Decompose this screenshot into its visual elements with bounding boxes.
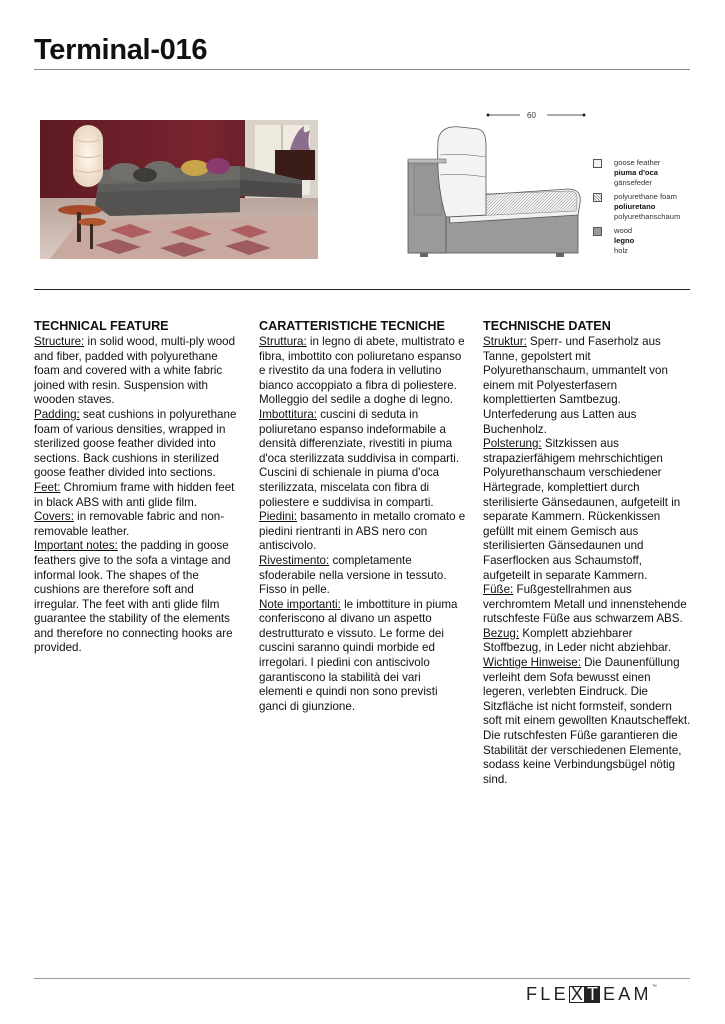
dimension-label: 60 — [527, 111, 536, 120]
legend-label-it: legno — [614, 236, 635, 245]
logo-tm: ™ — [651, 984, 657, 990]
footer-divider — [34, 978, 690, 979]
feet-text: basamento in metallo cromato e piedini rientranti in ABS nero con antiscivolo. — [259, 510, 466, 553]
covers-key: Bezug: — [483, 626, 520, 640]
legend-label-it: piuma d'oca — [614, 168, 659, 177]
structure-text: in legno di abete, multistrato e fibra, imbottito con poliuretano espanso e rivestito da una fodera in vellutino bianco accoppiato a fibra di poliestere. Molleggio del sedile a doghe di legno. — [259, 335, 465, 407]
legend-label-de: polyurethanschaum — [614, 212, 681, 221]
legend-label-de: holz — [614, 246, 628, 255]
page-title: Terminal-016 — [34, 34, 208, 66]
padding-text: Sitzkissen aus strapazierfähigem mehrschichtigen Polyurethanschaum verschiedener Härtegrade, komplettiert durch sterilisierte Gänsedaunen, aufgeteilt in separate Kammern. Rückenkissen gefüllt mit einem Gemisch aus sterilisierten Gänsedaunen und Faserflocken aus Schaumstoff, aufgeteilt in separate Kammern. — [483, 437, 681, 582]
feet-key: Füße: — [483, 583, 514, 597]
polyurethane-foam-swatch — [593, 193, 602, 202]
covers-text: completamente sfoderabile nella versione in tessuto. Fisso in pelle. — [259, 553, 447, 597]
legend-label-en: goose feather — [614, 158, 661, 167]
cross-section-diagram — [400, 105, 590, 265]
structure-text: Sperr- und Faserholz aus Tanne, gepolstert mit Polyurethanschaum, ummantelt von einem mit Polyesterfasern komplettierten Samtbezug. Unterfederung aus Latten aus Buchenholz. — [483, 335, 668, 436]
feet-text: Fußgestellrahmen aus verchromtem Metall und innenstehende rutschfeste Füße aus schwarzem ABS. — [483, 583, 687, 626]
feet-text: Chromium frame with hidden feet in black ABS with anti glide film. — [34, 480, 235, 509]
column-english — [34, 319, 242, 656]
covers-text: in removable fabric and non-removable leather. — [34, 510, 225, 538]
logo-part1: FLE — [526, 984, 569, 1004]
legend-item-goose-feather — [593, 158, 693, 190]
notes-text: le imbottiture in piuma conferiscono al divano un aspetto destrutturato e vissuto. Le forme dei cuscini saranno quindi morbide ed irregolari. I piedini con antiscivolo garantiscono la stabilità dei vari elementi e quindi non sono previsti ganci di giunzione. — [259, 597, 458, 713]
wood-swatch — [593, 227, 602, 236]
column-heading: TECHNICAL FEATURE — [34, 319, 169, 333]
legend-label-en: polyurethane foam — [614, 192, 677, 201]
section-divider — [34, 289, 690, 290]
product-photo — [40, 120, 318, 259]
goose-feather-swatch — [593, 159, 602, 168]
legend-label-en: wood — [614, 226, 633, 235]
logo-t: T — [586, 984, 598, 1004]
logo-x: X — [570, 984, 583, 1004]
padding-text: seat cushions in polyurethane foam of various densities, wrapped in sterilized goose feather divided into sections. Back cushions in sterilized goose feather divided into sections. — [34, 407, 237, 480]
padding-key: Polsterung: — [483, 437, 542, 451]
feet-key: Piedini: — [259, 510, 298, 524]
column-german — [483, 319, 691, 787]
legend-label-de: gänsefeder — [614, 178, 652, 187]
top-divider — [34, 69, 690, 70]
notes-text: Die Daunenfüllung verleiht dem Sofa bewusst einen legeren, verlebten Eindruck. Die Sitzfläche ist nicht formsteif, sondern soft mit einem gewollten Knautscheffekt. Die rutschfesten Füße garantieren die Stabilität der verschiedenen Elemente, sodass keine Verbindungsbügel nötig sind. — [483, 656, 691, 786]
covers-key: Rivestimento: — [259, 553, 330, 567]
legend-label-it: poliuretano — [614, 202, 656, 211]
padding-text: cuscini di seduta in poliuretano espanso indeformabile a densità differenziate, rivestiti in piuma d'oca sterilizzata suddivisa in comparti. Cuscini di schienale in piuma d'oca sterilizzata, miscelata con fibra di poliestere e suddivisa in comparti. — [259, 407, 460, 509]
notes-text: the padding in goose feathers give to the sofa a vintage and informal look. The shapes of the cushions are therefore soft and irregular. The feet with anti glide film guarantee the stability of the elements and therefore no connecting hooks are provided. — [34, 539, 233, 655]
padding-key: Imbottitura: — [259, 407, 317, 421]
flexteam-logo — [526, 984, 692, 1004]
feet-key: Feet: — [34, 480, 61, 494]
structure-text: in solid wood, multi-ply wood and fiber, padded with polyurethane foam and covered with a white fabric joined with resin. Suspension with wooden staves. — [34, 335, 236, 407]
structure-key: Struktur: — [483, 335, 527, 348]
legend-item-polyurethane-foam — [593, 192, 693, 224]
padding-key: Padding: — [34, 407, 80, 421]
notes-key: Wichtige Hinweise: — [483, 656, 581, 670]
notes-key: Important notes: — [34, 539, 118, 553]
notes-key: Note importanti: — [259, 597, 341, 611]
covers-text: Komplett abziehbarer Stoffbezug, in Leder nicht abziehbar. — [483, 626, 671, 655]
structure-key: Struttura: — [259, 335, 307, 348]
legend-item-wood — [593, 226, 693, 258]
materials-legend — [593, 158, 693, 260]
column-heading: TECHNISCHE DATEN — [483, 319, 611, 333]
logo-part2: EAM — [602, 984, 652, 1004]
column-italian — [259, 319, 467, 714]
structure-key: Structure: — [34, 335, 85, 348]
covers-key: Covers: — [34, 510, 74, 524]
column-heading: CARATTERISTICHE TECNICHE — [259, 319, 445, 333]
